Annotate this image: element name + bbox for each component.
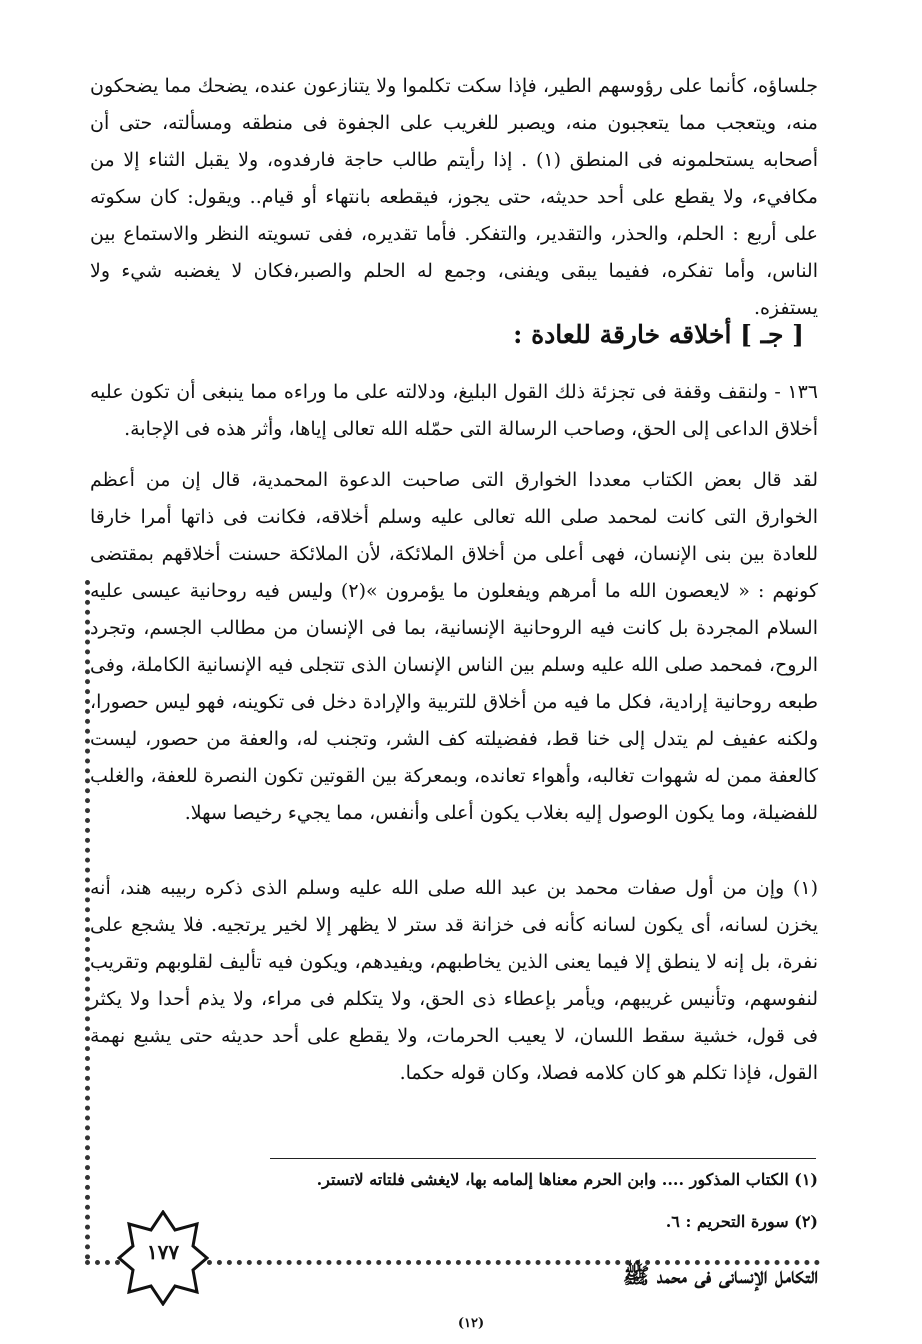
paragraph-continuation: جلساؤه، كأنما على رؤوسهم الطير، فإذا سكت تكلموا ولا يتنازعون عنده، يضحك مما يضحكون منه، ويتعجب مما يتعجبون منه، ويصبر للغريب على الجفوة فى منطقه ومسألته، حتى أن أصحابه يستحلمونه فى المنطق (١) . إذا رأيتم طالب حاجة فارفدوه، ولا يقبل الثناء إلا من مكافيء، ولا يقطع على أحد حديثه، حتى يجوز، فيقطعه بانتهاء أو قيام.. ويقول: كان سكوته على أربع : الحلم، والحذر، والتقدير، والتفكر. فأما تقديره، ففى تسويته النظر والاستماع بين الناس، وأما تفكره، ففيما يبقى ويفنى، وجمع له الحلم والصبر،فكان لا يغضبه شيء ولا يستفزه. — [90, 75, 818, 319]
footnote-divider — [270, 1158, 816, 1159]
paragraph-miracles: لقد قال بعض الكتاب معددا الخوارق التى صاحبت الدعوة المحمدية، قال إن من أعظم الخوارق التى كانت لمحمد صلى الله تعالى عليه وسلم أخلاقه، فكانت فى ذاتها أمرا خارقا للعادة بين بنى الإنسان، فهى أعلى من أخلاق الملائكة، لأن الملائكة حسنت أخلاقهم بمقتضى كونهم : « لايعصون الله ما أمرهم ويفعلون ما يؤمرون »(٢) وليس فيه روحانية عيسى عليه السلام المجردة بل كانت فيه الروحانية الإنسانية، بما فى الإنسان من مطالب الجسم، وتجرد الروح، فمحمد صلى الله عليه وسلم بين الناس الإنسان الذى تتجلى فيه الإنسانية الكاملة، وفى طبعه روحانية إرادية، فكل ما فيه من أخلاق للتربية والإرادة دخل فى تكوينه، فهو ليس حصورا، ولكنه عفيف لم يتدل إلى خنا قط، ففضيلته كف الشر، وتجنب له، والعفة من حصور، ليست كالعفة ممن له شهوات تغالبه، وأهواء تعانده، وبمعركة بين القوتين تكون النصرة للعفة، والغلب للفضيلة، وما يكون الوصول إليه بغلاب يكون أعلى وأنفس، مما يجيء رخيصا سهلا. — [90, 469, 818, 824]
page-number: ١٧٧ — [146, 1240, 180, 1264]
footnote-1: (١) الكتاب المذكور .... وابن الحرم معناها إلمامه بها، لايغشى فلتاته لاتستر. — [316, 1170, 818, 1189]
paragraph-first-trait: (١) وإن من أول صفات محمد بن عبد الله صلى الله عليه وسلم الذى ذكره ربيبه هند، أنه يخزن لسانه، أى يكون لسانه كأنه فى خزانة قد ستر لا يظهر إلا لخير يرتجيه. فلا يشجع على نفرة، بل إنه لا ينطق إلا فيما يعنى الذين يخاطبهم، ويفيدهم، ويكون فيه تأليف لقلوبهم وتقريب لنفوسهم، وتأنيس غريبهم، ويأمر بإعطاء ذى الحق، ولا يتكلم فى مراء، ولا يذم أحدا ولا يكثر فى قول، خشية سقط اللسان، لا يعيب الحرمات، ولا يقطع على أحد حديثه حتى يشبع نهمة القول، فإذا تكلم هو كان كلامه فصلا، وكان قوله حكما. — [90, 877, 818, 1084]
decorative-frame-left — [85, 580, 90, 1260]
paragraph-136: ١٣٦ - ولنقف وقفة فى تجزئة ذلك القول البليغ، ودلالته على ما وراءه مما ينبغى أن تكون عليه أخلاق الداعى إلى الحق، وصاحب الرسالة التى حمّله الله تعالى إياها، وأثر هذه فى الإجابة. — [90, 381, 818, 440]
sheet-number: (١٢) — [457, 1316, 485, 1331]
section-heading: [ جـ ] أخلاقه خارقة للعادة : — [513, 320, 804, 349]
running-title: التكامل الإنسانى فى محمد ﷺ — [622, 1263, 818, 1289]
footnote-2: (٢) سورة التحريم : ٦. — [665, 1212, 818, 1231]
